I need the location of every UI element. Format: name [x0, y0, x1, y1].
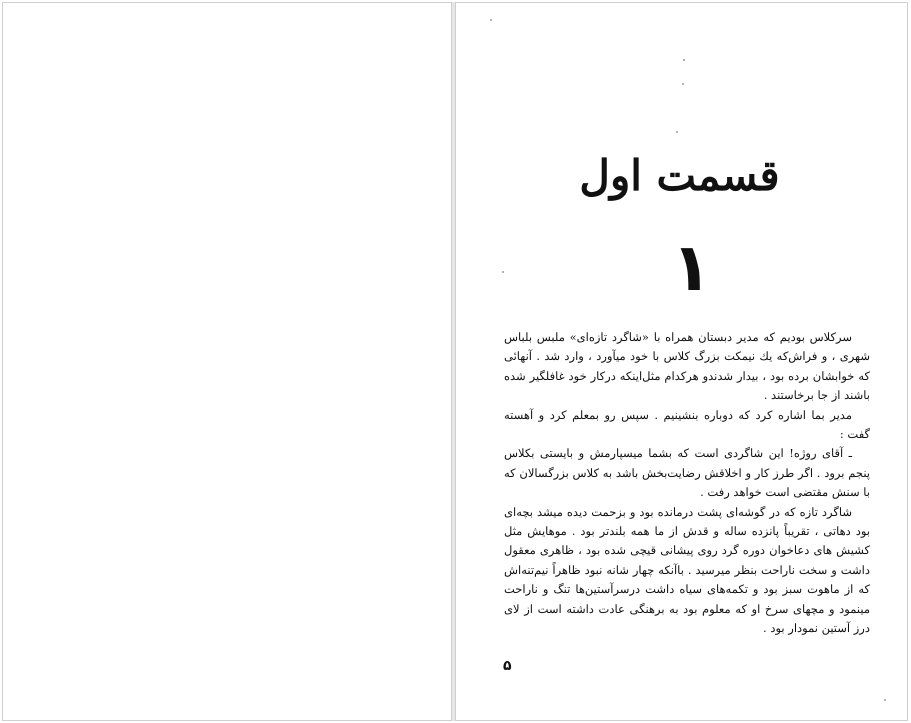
part-title: قسمت اول: [579, 151, 780, 200]
paragraph: سرکلاس بودیم که مدیر دبستان همراه با «شاگرد تازه‌ای» ملبس بلباس شهری ، و فراش‌که یك نیمکت بزرگ کلاس با خود میآورد ، وارد شد . آنهائی که خوابشان برده بود ، بیدار شدندو هرکدام مثل‌اینکه درکار خود غافلگیر شده باشند از جا برخاستند .: [504, 330, 870, 403]
scan-speck: [676, 131, 678, 133]
scan-speck: [884, 699, 886, 701]
paragraph: ـ آقای روژه! این شاگردی است که بشما میسپارمش و بایستی بکلاس پنجم برود . اگر طرز کار و اخلاقش رضایت‌بخش باشد به کلاس بزرگسالان که با سنش مقتضی است خواهد رفت .: [504, 446, 870, 500]
scan-speck: [502, 271, 504, 273]
right-page: [455, 2, 908, 721]
left-page: [2, 2, 452, 721]
chapter-number: ۱: [671, 229, 712, 306]
scan-speck: [682, 83, 684, 85]
paragraph: شاگرد تازه که در گوشه‌ای پشت درمانده بود و بزحمت دیده میشد بچه‌ای بود دهاتی ، تقریباً پانزده ساله و قدش از ما همه بلندتر بود . موهایش مثل کشیش های دعاخوان دوره گرد روی پیشانی قیچی شده بود ، ظاهری معقول داشت و سخت ناراحت بنظر میرسید . باآنکه چهار شانه نبود ظاهراً نیم‌تنه‌اش که از ماهوت سبز بود و تکمه‌های سیاه داشت درسرآستین‌ها تنگ و ناراحت مینمود و مچهای سرخ او که معلوم بود به برهنگی عادت داشته است از لای درز آستین نمودار بود .: [504, 504, 870, 636]
chapter-body: [504, 328, 870, 639]
scan-speck: [683, 59, 685, 61]
paragraph: مدیر بما اشاره کرد که دوباره بنشینیم . سپس رو بمعلم کرد و آهسته گفت :: [504, 407, 870, 442]
page-number: ۵: [503, 658, 512, 674]
scan-speck: [490, 19, 492, 21]
